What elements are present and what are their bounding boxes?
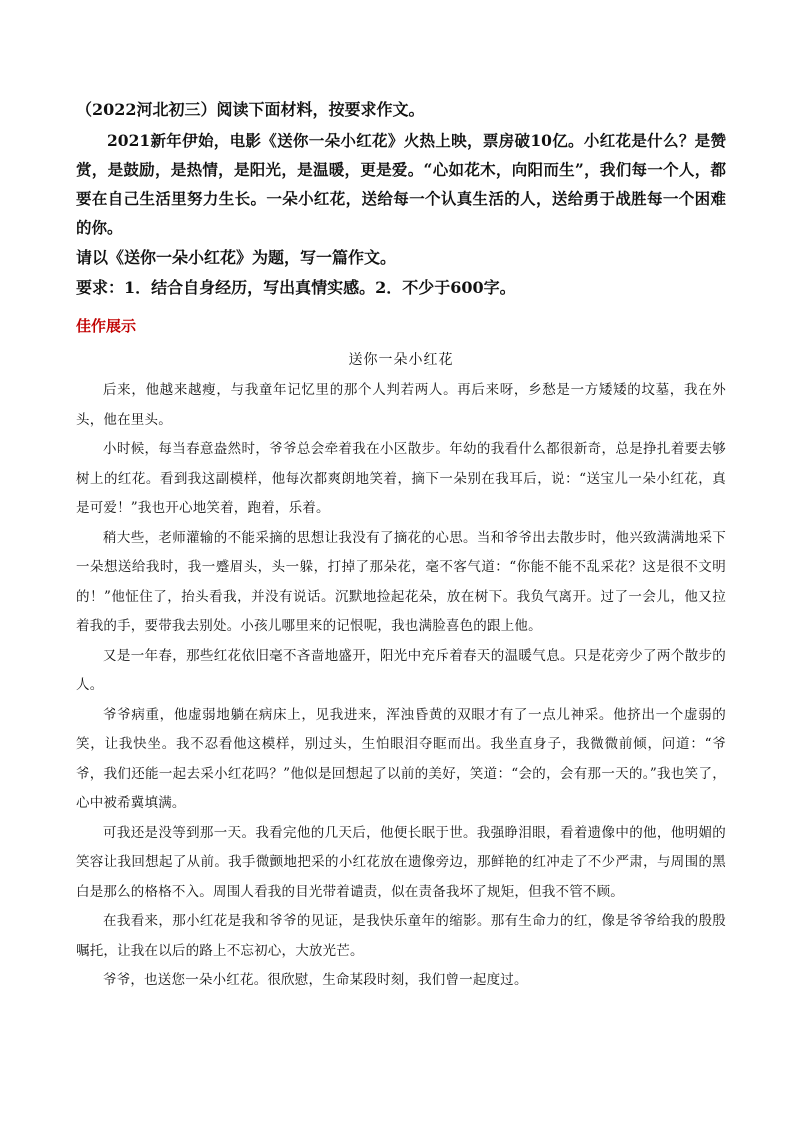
essay-paragraph: 爷爷病重，他虚弱地躺在病床上，见我进来，浑浊昏黄的双眼才有了一点儿神采。他挤出一个虚弱的笑，让我快坐。我不忍看他这模样，别过头，生怕眼泪夺眶而出。我坐直身子，我微微前倾，问道：“爷爷，我们还能一起去采小红花吗？”他似是回想起了以前的美好，笑道：“会的，会有那一天的。”我也笑了，心中被希冀填满。 bbox=[76, 706, 726, 811]
section-label-showcase: 佳作展示 bbox=[76, 317, 137, 335]
prompt-body: 2021新年伊始，电影《送你一朵小红花》火热上映，票房破10亿。小红花是什么？是赞赏，是鼓励，是热情，是阳光，是温暖，更是爱。“心如花木，向阳而生”，我们每一个人，都要在自己生活里努力生长。一朵小红花，送给每一个认真生活的人，送给勇于战胜每一个困难的你。 bbox=[76, 131, 726, 237]
essay-paragraph: 稍大些，老师灌输的不能采摘的思想让我没有了摘花的心思。当和爷爷出去散步时，他兴致满满地采下一朵想送给我时，我一蹙眉头，头一躲，打掉了那朵花，毫不客气道：“你能不能不乱采花？这是很不文明的！”他怔住了，抬头看我，并没有说话。沉默地捡起花朵，放在树下。我负气离开。过了一会儿，他又拉着我的手，要带我去别处。小孩儿哪里来的记恨呢，我也满脸喜色的跟上他。 bbox=[76, 529, 726, 634]
prompt-requirements: 要求：1．结合自身经历，写出真情实感。2．不少于600字。 bbox=[76, 278, 516, 297]
essay-paragraph: 可我还是没等到那一天。我看完他的几天后，他便长眠于世。我强睁泪眼，看着遗像中的他，他明媚的笑容让我回想起了从前。我手微颤地把采的小红花放在遗像旁边，那鲜艳的红冲走了不少严肃，与周围的黑白是那么的格格不入。周围人看我的目光带着谴责，似在责备我坏了规矩，但我不管不顾。 bbox=[76, 824, 726, 900]
essay-paragraph: 小时候，每当春意盎然时，爷爷总会牵着我在小区散步。年幼的我看什么都很新奇，总是挣扎着要去够树上的红花。看到我这副模样，他每次都爽朗地笑着，摘下一朵别在我耳后，说：“送宝儿一朵小红花，真是可爱！”我也开心地笑着，跑着，乐着。 bbox=[76, 441, 726, 516]
essay-paragraph: 在我看来，那小红花是我和爷爷的见证，是我快乐童年的缩影。那有生命力的红，像是爷爷给我的殷殷嘱托，让我在以后的路上不忘初心，大放光芒。 bbox=[76, 913, 726, 959]
prompt-instruction: 请以《送你一朵小红花》为题，写一篇作文。 bbox=[76, 248, 397, 267]
essay-paragraph: 爷爷，也送您一朵小红花。很欣慰，生命某段时刻，我们曾一起度过。 bbox=[103, 972, 528, 988]
essay-paragraph: 又是一年春，那些红花依旧毫不吝啬地盛开，阳光中充斥着春天的温暖气息。只是花旁少了两个散步的人。 bbox=[76, 647, 726, 693]
prompt-title: （2022河北初三）阅读下面材料，按要求作文。 bbox=[76, 100, 425, 119]
essay-paragraph: 后来，他越来越瘦，与我童年记忆里的那个人判若两人。再后来呀，乡愁是一方矮矮的坟墓，我在外头，他在里头。 bbox=[76, 382, 726, 428]
essay-title: 送你一朵小红花 bbox=[348, 352, 454, 368]
document-page bbox=[76, 96, 726, 996]
